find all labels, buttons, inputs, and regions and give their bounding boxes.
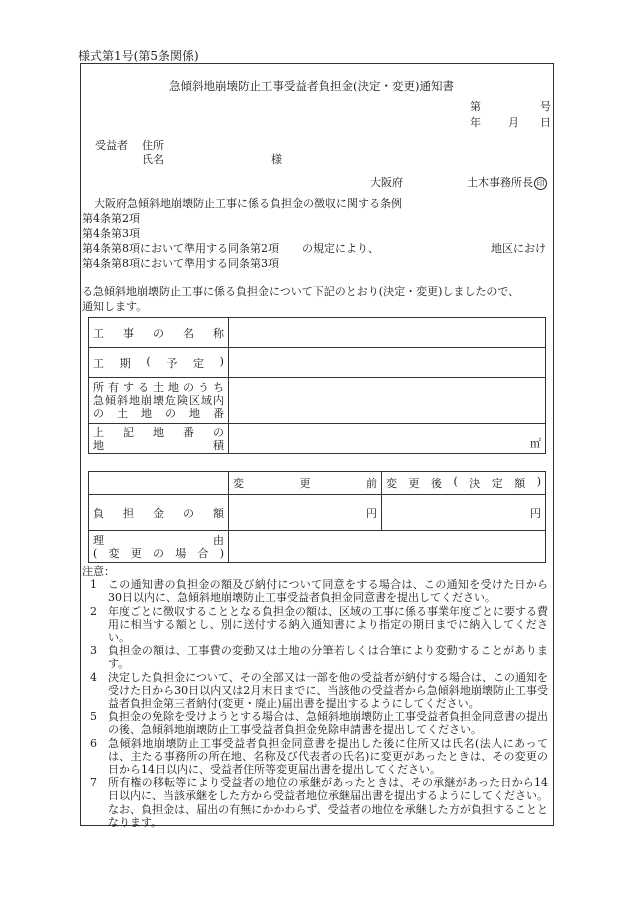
- area-unit: ㎡: [530, 437, 541, 450]
- article-4-8-2: 第4条第8項において準用する同条第2項: [82, 242, 279, 255]
- amount-table: [88, 471, 546, 563]
- label-char: 壊: [153, 394, 164, 407]
- label-char: 決: [469, 477, 481, 490]
- label-char: 担: [123, 506, 134, 520]
- lot-number-value: [229, 378, 546, 424]
- label-char: 前: [366, 477, 377, 490]
- spread-label: [93, 355, 224, 371]
- issuer-prefecture: 大阪府: [370, 176, 403, 189]
- label-char: 土: [153, 381, 164, 394]
- spread-label: [93, 534, 224, 547]
- label-char: 内: [213, 394, 224, 407]
- spread-label: [93, 439, 224, 452]
- table-row: [89, 531, 546, 563]
- spread-label: [93, 505, 224, 521]
- header-before-cell: [229, 472, 382, 495]
- label-char: 地: [189, 407, 200, 420]
- label-char: 場: [175, 546, 187, 560]
- spread-label: [93, 381, 224, 394]
- label-char: 変: [108, 546, 120, 560]
- note-number: 6: [90, 736, 97, 750]
- table-row: [89, 348, 546, 378]
- note-text: 負担金の額は、工事費の変動又は土地の分筆若しくは合筆により変動することがあります。: [108, 644, 548, 671]
- provision-text: の規定により、: [302, 242, 379, 255]
- label-char: 斜: [117, 394, 128, 407]
- project-name-label: [89, 318, 229, 348]
- table-row: [89, 495, 546, 531]
- label-char: 定: [491, 477, 503, 490]
- note-item: [82, 737, 548, 777]
- document-title: 急傾斜地崩壊防止工事受益者負担金(決定・変更)通知書: [169, 79, 454, 93]
- note-text: 急傾斜地崩壊防止工事受益者負担金同意書を提出した後に住所又は氏名(法人にあっては、主たる事務所の所在地、名称及び代表者の氏名)に変更があったときは、その変更の日から14日以内に、受益者住所等変更届出書を提出してください。: [108, 736, 548, 777]
- label-char: 番: [213, 407, 224, 420]
- label-char: の: [213, 425, 224, 439]
- note-number: 5: [90, 710, 97, 724]
- label-char: 額: [514, 477, 526, 490]
- label-char: 予: [166, 356, 178, 370]
- seal-mark: 印: [534, 177, 547, 190]
- recipient-name-label: 氏名: [142, 153, 164, 166]
- header-blank-cell: [89, 472, 229, 495]
- label-char: (: [453, 475, 458, 488]
- note-item: [82, 671, 548, 711]
- label-char: 名: [183, 326, 194, 340]
- date-day: 日: [540, 116, 551, 129]
- ordinance-text: 大阪府急傾斜地崩壊防止工事に係る負担金の徴収に関する条例: [94, 197, 402, 210]
- note-number: 1: [90, 578, 97, 592]
- note-item: [82, 644, 548, 670]
- lot-number-label: [89, 378, 229, 424]
- recipient-sama: 様: [271, 153, 282, 166]
- label-char: 所: [93, 381, 104, 394]
- label-char: 変: [386, 477, 397, 490]
- label-char: 変: [233, 477, 244, 490]
- label-char: の: [93, 407, 104, 420]
- label-char: (: [146, 354, 151, 368]
- period-value: [229, 348, 546, 378]
- area-value: [229, 424, 546, 454]
- note-item: [82, 776, 548, 829]
- form-number: 様式第1号(第5条関係): [78, 49, 199, 63]
- spread-label: [233, 475, 377, 491]
- label-char: 地: [141, 407, 152, 420]
- label-char: 積: [213, 438, 224, 452]
- label-char: 崩: [141, 394, 152, 407]
- label-char: 番: [183, 425, 194, 439]
- label-char: の: [153, 546, 164, 560]
- label-char: 後: [430, 477, 442, 490]
- label-char: 地: [93, 438, 104, 452]
- label-char: 急: [93, 394, 104, 407]
- recipient-label: 受益者: [95, 139, 128, 152]
- note-item: [82, 578, 548, 604]
- body-closing: 通知します。: [82, 300, 148, 313]
- label-char: ): [536, 475, 541, 488]
- article-4-3: 第4条第3項: [82, 227, 140, 240]
- article-4-2: 第4条第2項: [82, 212, 140, 225]
- label-char: 工: [93, 326, 104, 340]
- reason-value: [229, 531, 546, 563]
- label-char: 更: [130, 546, 142, 560]
- issuer-office: [467, 176, 547, 190]
- label-char: 期: [119, 356, 131, 370]
- label-char: 合: [197, 546, 209, 560]
- label-char: 理: [93, 533, 104, 547]
- label-char: 有: [108, 381, 119, 394]
- header-after-cell: [382, 472, 546, 495]
- label-char: 定: [192, 356, 204, 370]
- doc-no-dai: 第: [470, 100, 481, 113]
- recipient-address-label: 住所: [142, 139, 164, 152]
- label-char: う: [198, 381, 209, 394]
- label-char: ): [219, 546, 224, 560]
- table-row: [89, 318, 546, 348]
- label-char: 区: [189, 394, 200, 407]
- note-text: 所有権の移転等により受益者の地位の承継があったときは、その承継があった日から14日以内に、当該承継をした方から受益者地位承継届出書を提出するようにしてください。なお、負担金は、届出の有無にかかわらず、受益者の地位を承継した方が負担することとなります。: [108, 776, 548, 829]
- label-char: 地: [153, 425, 164, 439]
- label-char: の: [165, 407, 176, 420]
- label-char: 称: [213, 326, 224, 340]
- note-item: [82, 710, 548, 736]
- date-month: 月: [508, 116, 519, 129]
- doc-no-go: 号: [540, 100, 551, 113]
- body-continuation: る急傾斜地崩壊防止工事に係る負担金について下記のとおり(決定・変更)しましたので、: [82, 285, 520, 298]
- label-char: 域: [201, 394, 212, 407]
- project-name-value: [229, 318, 546, 348]
- details-table: [88, 317, 546, 454]
- label-char: 額: [213, 506, 224, 520]
- label-char: の: [153, 326, 164, 340]
- label-char: 負: [93, 506, 104, 520]
- label-char: の: [183, 506, 194, 520]
- table-row: [89, 378, 546, 424]
- label-char: 工: [93, 356, 104, 370]
- label-char: 土: [117, 407, 128, 420]
- spread-label: [386, 475, 541, 491]
- note-number: 7: [90, 776, 97, 790]
- note-number: 2: [90, 604, 97, 618]
- period-label: [89, 348, 229, 378]
- note-text: 決定した負担金について、その全部又は一部を他の受益者が納付する場合は、この通知を受けた日から30日以内又は2月末日までに、当該他の受益者から急傾斜地崩壊防止工事受益者負担金第三者納付(変更・廃止)届出書を提出するようにしてください。: [108, 670, 548, 711]
- table-row: [89, 424, 546, 454]
- spread-label: [93, 394, 224, 407]
- label-char: 事: [123, 326, 134, 340]
- amount-after: 円: [382, 495, 546, 531]
- issuer-office-label: 土木事務所長: [467, 176, 533, 189]
- label-char: 地: [129, 394, 140, 407]
- spread-label: [93, 426, 224, 439]
- label-char: 金: [153, 506, 164, 520]
- reason-label: [89, 531, 229, 563]
- amount-before: 円: [229, 495, 382, 531]
- label-char: 記: [123, 425, 134, 439]
- amount-label: [89, 495, 229, 531]
- label-char: 危: [165, 394, 176, 407]
- note-text: 年度ごとに徴収することとなる負担金の額は、区域の工事に係る事業年度ごとに要する費用に相当する額とし、別に送付する納入通知書により指定の期日までに納入してください。: [108, 604, 548, 645]
- spread-label: [93, 407, 224, 420]
- note-text: 負担金の免除を受けようとする場合は、急傾斜地崩壊防止工事受益者負担金同意書の提出の後、急傾斜地崩壊防止工事受益者負担金免除申請書を提出してください。: [108, 710, 548, 737]
- note-item: [82, 605, 548, 645]
- notes-heading: 注意：: [82, 565, 115, 578]
- area-text: 地区におけ: [491, 242, 546, 255]
- label-char: す: [123, 381, 134, 394]
- label-char: の: [183, 381, 194, 394]
- notes-section: [82, 565, 548, 829]
- label-char: 由: [213, 533, 224, 547]
- area-label: [89, 424, 229, 454]
- label-char: 険: [177, 394, 188, 407]
- label-char: ち: [213, 381, 224, 394]
- spread-label: [93, 547, 224, 560]
- label-char: る: [138, 381, 149, 394]
- label-char: 更: [299, 477, 311, 490]
- label-char: 地: [168, 381, 179, 394]
- spread-label: [93, 325, 224, 341]
- article-4-8-3: 第4条第8項において準用する同条第3項: [82, 257, 279, 270]
- date-year: 年: [470, 116, 481, 129]
- label-char: 更: [408, 477, 420, 490]
- note-number: 4: [90, 670, 97, 684]
- table-row: [89, 472, 546, 495]
- label-char: 上: [93, 425, 104, 439]
- notes-list: [82, 578, 548, 829]
- label-char: (: [93, 546, 98, 560]
- note-text: この通知書の負担金の額及び納付について同意をする場合は、この通知を受けた日から30日以内に、急傾斜地崩壊防止工事受益者負担金同意書を提出してください。: [108, 578, 548, 605]
- label-char: 傾: [105, 394, 116, 407]
- note-number: 3: [90, 644, 97, 658]
- label-char: ): [219, 354, 224, 368]
